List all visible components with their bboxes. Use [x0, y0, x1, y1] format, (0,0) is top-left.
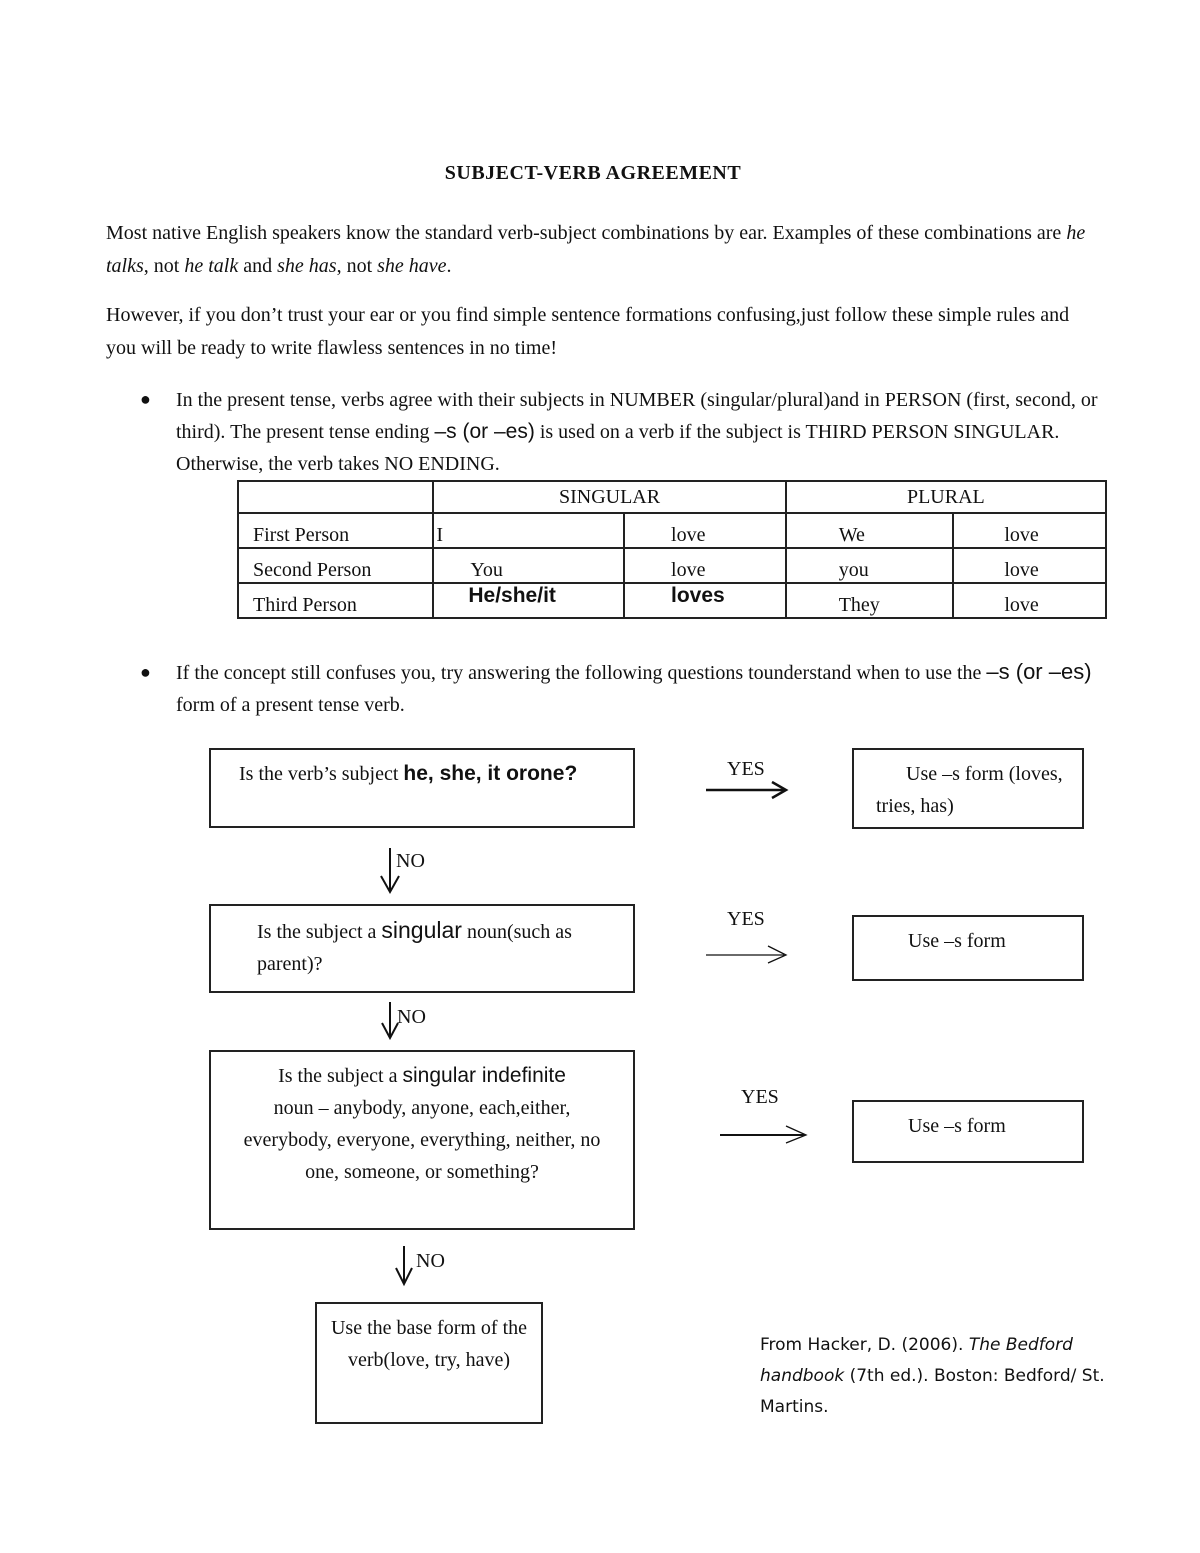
bullet-text-2: If the concept still confuses you, try answering the following questions tounderstand when to use the –s (or –es) form of a present tense verb. [176, 659, 1092, 716]
page-title: SUBJECT-VERB AGREEMENT [444, 162, 742, 184]
table-cell-singular-subject: He/she/it [433, 583, 624, 618]
bullet-text-1: In the present tense, verbs agree with their subjects in NUMBER (singular/plural)and in PERSON (first, second, or third). The present tense ending –s (or –es) is used on a verb if the subject is THIRD PERSON SINGULAR. Otherwise, the verb takes NO ENDING. [176, 389, 1098, 475]
question-box-2: Is the subject a singular noun(such as parent)? [209, 904, 635, 993]
question-box-1: Is the verb’s subject he, she, it orone? [209, 748, 635, 828]
answer-box-3: Use –s form [852, 1100, 1084, 1163]
intro-paragraph-2: However, if you don’t trust your ear or you find simple sentence formations confusing,just follow these simple rules and you will be ready to write flawless sentences in no time! [106, 304, 1070, 359]
final-answer-box: Use the base form of the verb(love, try, have) [315, 1302, 543, 1424]
citation: From Hacker, D. (2006). The Bedford handbook (7th ed.). Boston: Bedford/ St. Martins. [760, 1335, 1105, 1417]
question-box-3: Is the subject a singular indefinite noun – anybody, anyone, each,either, everybody, everyone, everything, neither, no one, someone, or something? [209, 1050, 635, 1230]
table-cell-singular-verb: loves [624, 583, 786, 618]
answer-box-1: Use –s form (loves, tries, has) [852, 748, 1084, 829]
table-cell-plural-subject: We [786, 513, 954, 548]
table-cell-plural-subject: you [786, 548, 954, 583]
table-cell-plural-verb: love [953, 548, 1106, 583]
yes-label-3: YES [741, 1086, 779, 1108]
table-cell-singular-subject: You [433, 548, 624, 583]
table-cell-plural-verb: love [953, 583, 1106, 618]
no-label-1: NO [396, 850, 425, 872]
intro-paragraph-1: Most native English speakers know the standard verb-subject combinations by ear. Examples of these combinations are he talks, not he talk and she has, not she have. [106, 222, 1086, 277]
yes-label-2: YES [727, 908, 765, 930]
table-cell-singular-verb: love [624, 513, 786, 548]
no-label-2: NO [397, 1006, 426, 1028]
table-cell-singular-subject: I [433, 513, 624, 548]
table-cell-singular-verb: love [624, 548, 786, 583]
table-header-singular: SINGULAR [433, 481, 785, 513]
table-cell-person: Second Person [238, 548, 433, 583]
answer-box-2: Use –s form [852, 915, 1084, 981]
table-cell-plural-subject: They [786, 583, 954, 618]
table-cell-plural-verb: love [953, 513, 1106, 548]
table-cell-person: First Person [238, 513, 433, 548]
no-label-3: NO [416, 1250, 445, 1272]
table-header-plural: PLURAL [786, 481, 1106, 513]
bullet-dot-2: ● [140, 662, 151, 682]
table-cell-person: Third Person [238, 583, 433, 618]
yes-label-1: YES [727, 758, 765, 780]
bullet-dot-1: ● [140, 389, 151, 409]
